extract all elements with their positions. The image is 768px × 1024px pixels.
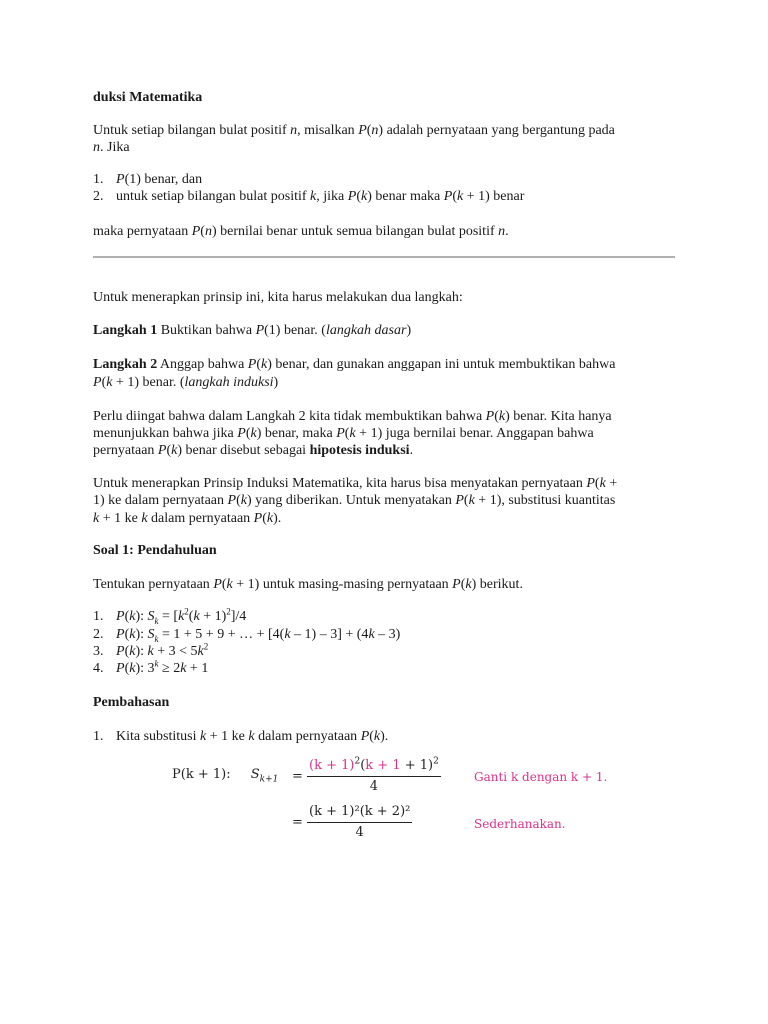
text-run: Tentukan pernyataan [93,577,214,592]
text-run: ): 3 [135,661,155,676]
text-run: k [599,476,606,491]
text-run: k [106,375,113,390]
text-run: k [197,644,204,659]
text-run: Langkah 2 [93,357,158,372]
text-run: + 1) juga bernilai benar. Anggapan bahwa [355,426,594,441]
text-run: ) benar. Kita hanya [505,409,612,424]
text-run: + 1 ke [99,511,142,526]
text-line [93,576,523,594]
text-run: ): [135,644,148,659]
text-run: ) benar, dan gunakan anggapan ini untuk membuktikan bahwa [267,357,616,372]
list-number: 1. [93,729,104,744]
text-run: Untuk setiap bilangan bulat positif [93,123,291,138]
text-run: P [443,189,453,204]
text-run: ≥ 2 [158,661,181,676]
equation-p-k-plus-1: P(k + 1): [172,767,231,782]
text-run: ( [200,224,205,239]
text-run: ( [460,577,466,592]
text-run: k [284,627,291,642]
text-run: Langkah 1 [93,323,158,338]
text-line [93,374,278,392]
text-run: k [141,511,148,526]
text-run: Buktikan bahwa [157,323,256,338]
text-line [93,658,209,678]
eq-pink-term-2: k + 1 [365,758,401,773]
text-run: duksi Matematika [93,90,203,105]
text-run: ) benar disebut sebagai [177,443,310,458]
text-run: k [248,729,255,744]
text-run: ]/4 [230,609,247,624]
text-run: ( [124,627,130,642]
text-run: langkah induksi [184,375,274,390]
text-run: ( [124,644,130,659]
text-line [93,475,617,493]
text-run: P [213,577,222,592]
list-number: 2. [93,189,104,204]
text-run: k [154,658,159,669]
text-run: P [227,493,237,508]
text-run: ( [366,123,372,138]
text-line [93,641,209,661]
text-run: k [468,493,475,508]
text-run: Perlu diingat bahwa dalam Langkah 2 kita tidak membuktikan bahwa [93,409,486,424]
text-run: ( [452,189,458,204]
text-run: P [360,729,370,744]
text-run: ( [369,729,374,744]
text-run: ( [124,661,130,676]
text-run: S [147,609,155,624]
text-run: P [116,644,125,659]
list-number: 2. [93,627,104,642]
text-run: 2 [226,606,231,617]
text-run: S [147,627,155,642]
text-run: P [116,609,125,624]
text-run: + 1), substitusi kuantitas [474,493,616,508]
text-run: ). [380,729,389,744]
text-run: k [226,577,233,592]
text-run: k [193,609,200,624]
text-run: P [336,426,345,441]
text-line [93,694,169,712]
text-run: ( [221,577,227,592]
text-run: + 1 [186,661,209,676]
text-run: ( [594,476,600,491]
text-run: P [586,476,595,491]
text-line [93,542,217,560]
text-run: P [255,323,265,338]
text-run: k [310,189,317,204]
text-run: k [180,661,187,676]
text-run: . [409,443,414,458]
text-line [93,188,525,206]
text-run: . Jika [100,140,130,155]
text-run: k [129,627,136,642]
list-number: 1. [93,172,104,187]
eq-exponent: 2 [433,756,439,767]
text-run: – 1) – 3] + (4 [290,627,369,642]
text-run: k [368,627,375,642]
text-run: P [116,172,125,187]
text-run: + 1) benar. ( [112,375,185,390]
text-run: P [116,627,125,642]
text-run: ( [356,189,361,204]
text-run: n [498,224,506,239]
text-run: + 1 ke [206,729,249,744]
text-run: + 1) [199,609,227,624]
text-run: Untuk menerapkan prinsip ini, kita harus melakukan dua langkah: [93,290,463,305]
text-run: k [457,189,464,204]
text-line [93,356,615,374]
equation-lhs [172,767,279,785]
text-line [93,122,615,140]
text-run: P [253,511,263,526]
text-run: k [154,615,159,626]
text-run: P [247,357,257,372]
text-run: Pembahasan [93,695,170,710]
text-run: ): [135,609,148,624]
text-run: k [178,609,185,624]
text-run: P [452,577,461,592]
text-run: P [455,493,464,508]
text-line [93,606,247,626]
text-run: k [129,609,136,624]
note-simplify: Sederhanakan. [474,817,566,831]
text-run: ( [245,426,251,441]
text-run: n [290,123,298,138]
text-run: Untuk menerapkan Prinsip Induksi Matematika, kita harus bisa menyatakan pernyataan [93,476,587,491]
text-run: 2 [184,606,189,617]
equation-line-2: = $\frac{\text{(k + 1)²(k + 2)²}}{4}$ [292,802,412,843]
text-run: ( [101,375,107,390]
text-run: k [200,729,207,744]
text-run: k [171,443,178,458]
text-line [93,408,612,426]
eq-numerator-2: (k + 1)²(k + 2)² [307,802,412,823]
text-line [93,626,401,644]
equation-s: S [250,767,260,782]
text-line [93,510,281,528]
text-run: dalam pernyataan [147,511,254,526]
text-run: ): [135,627,148,642]
text-run: ( [256,357,262,372]
eq-denominator-1: 4 [369,779,379,794]
text-run: k [261,357,268,372]
text-run: + [605,476,618,491]
text-run: P [347,189,357,204]
text-run: , jika [316,189,348,204]
text-run: ) yang diberikan. Untuk menyatakan [246,493,456,508]
text-run: n [93,140,100,155]
text-run: maka pernyataan [93,224,192,239]
text-run: k [240,493,247,508]
text-line [93,442,413,460]
text-run: ) [406,323,412,338]
text-run: – 3) [374,627,401,642]
eq-pink-term-1: (k + 1) [309,758,355,773]
list-number: 1. [93,609,104,624]
text-run: k [266,511,274,526]
text-run: Kita substitusi [116,729,201,744]
text-run: ) [273,375,279,390]
text-run: Anggap bahwa [157,357,248,372]
text-run: ( [262,511,267,526]
text-run: ( [494,409,499,424]
list-number: 4. [93,661,104,676]
text-run: k [498,409,506,424]
eq-denominator-2: 4 [355,825,364,840]
text-run: ) benar maka [367,189,444,204]
text-line [93,322,411,340]
text-run: ( [166,443,172,458]
text-run: 1) ke dalam pernyataan [93,493,228,508]
text-run: ( [188,609,194,624]
text-run: (1) benar. ( [264,323,326,338]
text-run: P [116,661,125,676]
text-line [93,492,615,510]
text-run: P [358,123,367,138]
text-run: P [157,443,167,458]
text-run: ( [124,609,130,624]
text-run: ( [463,493,469,508]
text-line [93,289,463,307]
text-run: menunjukkan bahwa jika [93,426,238,441]
text-line [93,223,509,241]
text-run: pernyataan [93,443,158,458]
text-run: k [147,644,154,659]
text-run: k [465,577,472,592]
text-line [93,89,202,107]
equation-s-subscript: k+1 [259,774,279,785]
note-substitute: Ganti k dengan k + 1. [474,770,608,784]
text-run: n [371,123,379,138]
text-line [93,425,594,443]
horizontal-divider [93,256,675,258]
text-run: = [ [158,609,179,624]
text-run: P [237,426,246,441]
eq-plus-one: + 1) [400,758,434,773]
text-run: . [505,224,509,239]
text-run: (1) benar, dan [124,172,203,187]
text-run: ) bernilai benar untuk semua bilangan bulat positif [211,224,499,239]
text-run: k [250,426,257,441]
text-line [93,728,389,746]
text-run: langkah dasar [325,323,407,338]
list-number: 3. [93,644,104,659]
text-line [93,139,130,157]
text-run: k [349,426,356,441]
text-run: P [191,224,201,239]
text-run: ( [344,426,350,441]
text-run: + 1) untuk masing-masing pernyataan [232,577,453,592]
text-run: ) adalah pernyataan yang bergantung pada [378,123,615,138]
text-run: ). [273,511,282,526]
text-run: P [93,375,102,390]
text-run: k [360,189,368,204]
text-run: = 1 + 5 + 9 + … + [4( [158,627,285,642]
text-run: k [373,729,381,744]
equation-line-1: = $\frac{(k + 1)^2(k + 1 + 1)^2}{4}$ [292,756,441,797]
text-run: k [154,633,159,644]
text-run: , misalkan [297,123,359,138]
text-run: ) benar, maka [256,426,337,441]
text-run: k [129,661,136,676]
text-run: ) berikut. [471,577,523,592]
text-run: dalam pernyataan [254,729,361,744]
text-run: + 3 < 5 [153,644,198,659]
text-run: ( [236,493,241,508]
text-line [93,171,203,189]
text-run: 2 [203,641,209,652]
text-run: P [485,409,495,424]
text-run: k [93,511,100,526]
text-run: + 1) benar [463,189,525,204]
text-run: hipotesis induksi [309,443,410,458]
text-run: n [204,224,212,239]
text-run: untuk setiap bilangan bulat positif [116,189,311,204]
text-run: Soal 1: Pendahuluan [93,543,217,558]
text-run: k [129,644,136,659]
